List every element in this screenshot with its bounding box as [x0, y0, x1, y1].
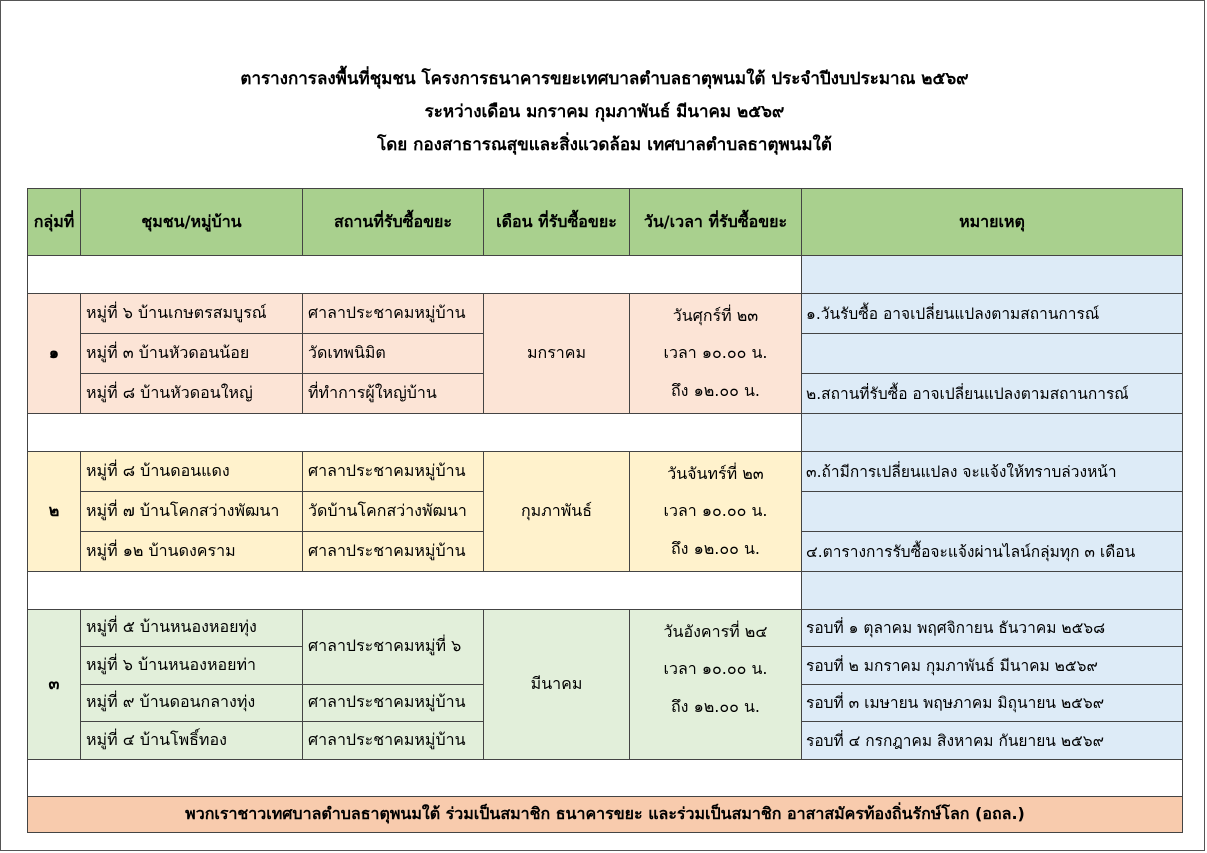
- title-block: [1, 63, 1207, 162]
- header-place: สถานที่รับซื้อขยะ: [303, 189, 484, 256]
- group-number: ๓: [28, 609, 81, 759]
- remark-cell: [802, 256, 1183, 294]
- community-cell: หมู่ที่ ๘ บ้านดอนแดง: [81, 451, 303, 491]
- until-text: ถึง ๑๒.๐๐ น.: [670, 538, 760, 558]
- table-row: [28, 609, 1183, 647]
- remark-cell: ๔.ตารางการรับซื้อจะแจ้งผ่านไลน์กลุ่มทุก ๓ เดือน: [802, 531, 1183, 571]
- title-line-3: โดย กองสาธารณสุขและสิ่งแวดล้อม เทศบาลตำบลธาตุพนมใต้: [377, 135, 832, 155]
- community-cell: หมู่ที่ ๑๒ บ้านดงคราม: [81, 531, 303, 571]
- remark-cell: ๓.ถ้ามีการเปลี่ยนแปลง จะแจ้งให้ทราบล่วงหน้า: [802, 451, 1183, 491]
- spacer-cell: [28, 256, 802, 294]
- remark-cell: ๑.วันรับซื้อ อาจเปลี่ยนแปลงตามสถานการณ์: [802, 293, 1183, 333]
- remark-cell: [802, 333, 1183, 373]
- community-cell: หมู่ที่ ๕ บ้านหนองหอยทุ่ง: [81, 609, 303, 647]
- place-cell: ศาลาประชาคมหมู่บ้าน: [303, 451, 484, 491]
- datetime-cell: [630, 293, 802, 414]
- community-cell: หมู่ที่ ๓ บ้านหัวดอนน้อย: [81, 333, 303, 373]
- place-cell: ศาลาประชาคมหมู่บ้าน: [303, 722, 484, 760]
- header-community: ชุมชน/หมู่บ้าน: [81, 189, 303, 256]
- table-row: [28, 451, 1183, 491]
- community-cell: หมู่ที่ ๗ บ้านโคกสว่างพัฒนา: [81, 491, 303, 531]
- place-cell: ที่ทำการผู้ใหญ่บ้าน: [303, 373, 484, 413]
- table-row: [28, 293, 1183, 333]
- time-text: เวลา ๑๐.๐๐ น.: [663, 343, 768, 362]
- spacer-row: [28, 572, 1183, 610]
- datetime-cell: [630, 609, 802, 759]
- place-cell: วัดบ้านโคกสว่างพัฒนา: [303, 491, 484, 531]
- remark-cell: รอบที่ ๓ เมษายน พฤษภาคม มิถุนายน ๒๕๖๙: [802, 684, 1183, 722]
- schedule-table: [27, 188, 1183, 833]
- time-text: เวลา ๑๐.๐๐ น.: [663, 659, 768, 678]
- header-month: เดือน ที่รับซื้อขยะ: [484, 189, 630, 256]
- time-text: เวลา ๑๐.๐๐ น.: [663, 501, 768, 520]
- community-cell: หมู่ที่ ๙ บ้านดอนกลางทุ่ง: [81, 684, 303, 722]
- place-cell: ศาลาประชาคมหมู่บ้าน: [303, 531, 484, 571]
- group-number: ๒: [28, 451, 81, 572]
- community-cell: หมู่ที่ ๘ บ้านหัวดอนใหญ่: [81, 373, 303, 413]
- community-cell: หมู่ที่ ๖ บ้านเกษตรสมบูรณ์: [81, 293, 303, 333]
- until-text: ถึง ๑๒.๐๐ น.: [670, 696, 760, 716]
- datetime-cell: [630, 451, 802, 572]
- spacer-row: [28, 759, 1183, 797]
- remark-cell: รอบที่ ๑ ตุลาคม พฤศจิกายน ธันวาคม ๒๕๖๘: [802, 609, 1183, 647]
- header-row: [28, 189, 1183, 256]
- spacer-cell: [28, 572, 802, 610]
- day-text: วันอังคารที่ ๒๔: [663, 621, 768, 641]
- community-cell: หมู่ที่ ๔ บ้านโพธิ์ทอง: [81, 722, 303, 760]
- remark-cell: ๒.สถานที่รับซื้อ อาจเปลี่ยนแปลงตามสถานการณ์: [802, 373, 1183, 413]
- day-text: วันศุกร์ที่ ๒๓: [672, 305, 759, 325]
- month-cell: มีนาคม: [484, 609, 630, 759]
- title-line-2: ระหว่างเดือน มกราคม กุมภาพันธ์ มีนาคม ๒๕๖๙: [424, 102, 785, 122]
- day-text: วันจันทร์ที่ ๒๓: [667, 463, 764, 483]
- remark-cell: [802, 572, 1183, 610]
- spacer-row: [28, 414, 1183, 452]
- footer-banner: พวกเราชาวเทศบาลตำบลธาตุพนมใต้ ร่วมเป็นสมาชิก ธนาคารขยะ และร่วมเป็นสมาชิก อาสาสมัครท้องถิ่นรักษ์โลก (อถล.): [28, 797, 1183, 833]
- place-cell: วัดเทพนิมิต: [303, 333, 484, 373]
- spacer-cell: [28, 759, 1183, 797]
- spacer-row: [28, 256, 1183, 294]
- month-cell: มกราคม: [484, 293, 630, 414]
- spacer-cell: [28, 414, 802, 452]
- until-text: ถึง ๑๒.๐๐ น.: [670, 380, 760, 400]
- remark-cell: [802, 414, 1183, 452]
- header-datetime: วัน/เวลา ที่รับซื้อขยะ: [630, 189, 802, 256]
- footer-row: [28, 797, 1183, 833]
- community-cell: หมู่ที่ ๖ บ้านหนองหอยท่า: [81, 647, 303, 685]
- remark-cell: รอบที่ ๔ กรกฎาคม สิงหาคม กันยายน ๒๕๖๙: [802, 722, 1183, 760]
- remark-cell: รอบที่ ๒ มกราคม กุมภาพันธ์ มีนาคม ๒๕๖๙: [802, 647, 1183, 685]
- group-number: ๑: [28, 293, 81, 414]
- title-line-1: ตารางการลงพื้นที่ชุมชน โครงการธนาคารขยะเทศบาลตำบลธาตุพนมใต้ ประจำปีงบประมาณ ๒๕๖๙: [240, 69, 969, 89]
- place-cell: ศาลาประชาคมหมู่บ้าน: [303, 684, 484, 722]
- place-cell: ศาลาประชาคมหมู่บ้าน: [303, 293, 484, 333]
- month-cell: กุมภาพันธ์: [484, 451, 630, 572]
- header-group: กลุ่มที่: [28, 189, 81, 256]
- place-cell: ศาลาประชาคมหมู่ที่ ๖: [303, 609, 484, 684]
- remark-cell: [802, 491, 1183, 531]
- header-remark: หมายเหตุ: [802, 189, 1183, 256]
